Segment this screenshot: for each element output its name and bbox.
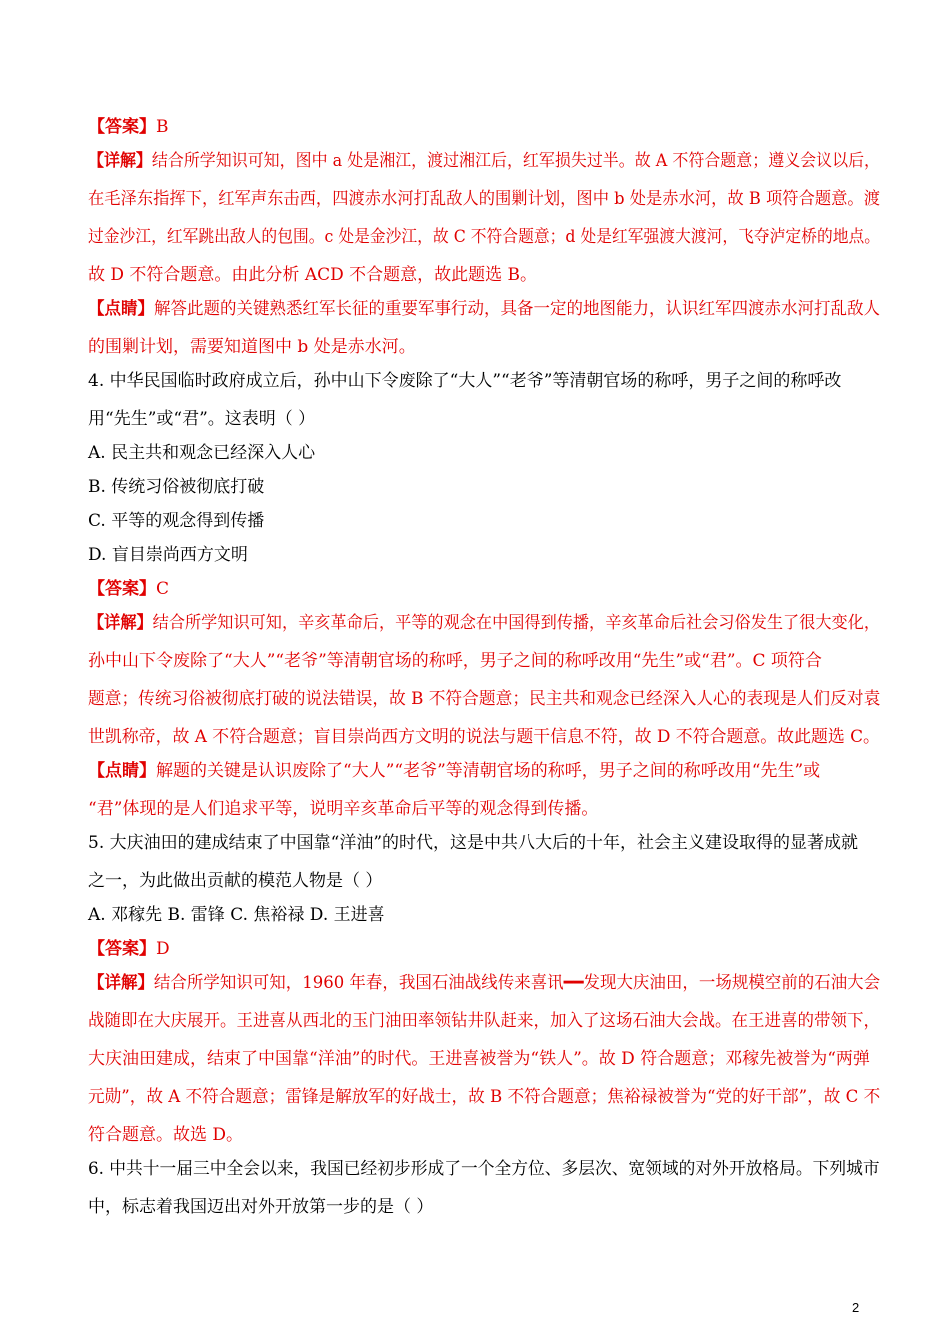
question-5-stem: 之一，为此做出贡献的模范人物是（ ） <box>88 871 383 891</box>
explanation-line: 过金沙江，红军跳出敌人的包围。c 处是金沙江，故 C 不符合题意；d 处是红军强渡大渡河，飞夺泸定桥的地点。 <box>88 227 881 247</box>
question-5-options: A. 邓稼先 B. 雷锋 C. 焦裕禄 D. 王进喜 <box>88 905 385 925</box>
explanation-line: 孙中山下令废除了“大人”“老爷”等清朝官场的称呼，男子之间的称呼改用“先生”或“君”。C 项符合 <box>88 651 822 671</box>
explanation-line: 【详解】结合所学知识可知，1960 年春，我国石油战线传来喜讯━━发现大庆油田，一场规模空前的石油大会 <box>88 973 881 993</box>
remark-bracket: 【点睛】 <box>88 299 154 319</box>
explanation-line: 故 D 不符合题意。由此分析 ACD 不合题意，故此题选 B。 <box>88 265 538 285</box>
explanation-line: 在毛泽东指挥下，红军声东击西，四渡赤水河打乱敌人的围剿计划，图中 b 处是赤水河，故 B 项符合题意。渡 <box>88 189 880 209</box>
remark-line: 的围剿计划，需要知道图中 b 处是赤水河。 <box>88 337 416 357</box>
explanation-bracket: 【详解】 <box>88 613 153 633</box>
explanation-line: 题意；传统习俗被彻底打破的说法错误，故 B 不符合题意；民主共和观念已经深入人心的表现是人们反对袁 <box>88 689 881 709</box>
question-4-stem: 用“先生”或“君”。这表明（ ） <box>88 409 316 429</box>
answer-line: 【答案】C <box>88 579 170 599</box>
answer-bracket: 【答案】 <box>88 117 156 137</box>
answer-bracket: 【答案】 <box>88 579 156 599</box>
explanation-line: 世凯称帝，故 A 不符合题意；盲目崇尚西方文明的说法与题干信息不符，故 D 不符合题意。故此题选 C。 <box>88 727 880 747</box>
remark-bracket: 【点睛】 <box>88 761 156 781</box>
option-c: C. 平等的观念得到传播 <box>88 511 265 531</box>
option-b: B. 传统习俗被彻底打破 <box>88 477 265 497</box>
answer-bracket: 【答案】 <box>88 939 156 959</box>
explanation-line: 元勋”，故 A 不符合题意；雷锋是解放军的好战士，故 B 不符合题意；焦裕禄被誉为“党的好干部”，故 C 不 <box>88 1087 881 1107</box>
remark-line: 【点睛】解答此题的关键熟悉红军长征的重要军事行动，具备一定的地图能力，认识红军四渡赤水河打乱敌人 <box>88 299 880 319</box>
explanation-line: 战随即在大庆展开。王进喜从西北的玉门油田率领钻井队赶来，加入了这场石油大会战。在王进喜的带领下， <box>88 1011 880 1031</box>
remark-line: “君”体现的是人们追求平等，说明辛亥革命后平等的观念得到传播。 <box>88 799 599 819</box>
question-6-stem: 6. 中共十一届三中全会以来，我国已经初步形成了一个全方位、多层次、宽领域的对外开放格局。下列城市 <box>88 1159 880 1179</box>
question-5-stem: 5. 大庆油田的建成结束了中国靠“洋油”的时代，这是中共八大后的十年，社会主义建设取得的显著成就 <box>88 833 859 853</box>
question-4-stem: 4. 中华民国临时政府成立后，孙中山下令废除了“大人”“老爷”等清朝官场的称呼，男子之间的称呼改 <box>88 371 842 391</box>
explanation-line: 【详解】结合所学知识可知，图中 a 处是湘江，渡过湘江后，红军损失过半。故 A 不符合题意；遵义会议以后， <box>88 151 881 171</box>
page-number: 2 <box>852 1300 860 1315</box>
explanation-bracket: 【详解】 <box>88 151 152 171</box>
explanation-bracket: 【详解】 <box>88 973 154 993</box>
explanation-line: 【详解】结合所学知识可知，辛亥革命后，平等的观念在中国得到传播，辛亥革命后社会习俗发生了很大变化， <box>88 613 880 633</box>
question-6-stem: 中，标志着我国迈出对外开放第一步的是（ ） <box>88 1197 434 1217</box>
answer-line: 【答案】D <box>88 939 170 959</box>
option-a: A. 民主共和观念已经深入人心 <box>88 443 316 463</box>
explanation-line: 符合题意。故选 D。 <box>88 1125 244 1145</box>
answer-line: 【答案】B <box>88 117 169 137</box>
option-d: D. 盲目崇尚西方文明 <box>88 545 248 565</box>
explanation-line: 大庆油田建成，结束了中国靠“洋油”的时代。王进喜被誉为“铁人”。故 D 符合题意；邓稼先被誉为“两弹 <box>88 1049 870 1069</box>
remark-line: 【点睛】解题的关键是认识废除了“大人”“老爷”等清朝官场的称呼，男子之间的称呼改用“先生”或 <box>88 761 821 781</box>
